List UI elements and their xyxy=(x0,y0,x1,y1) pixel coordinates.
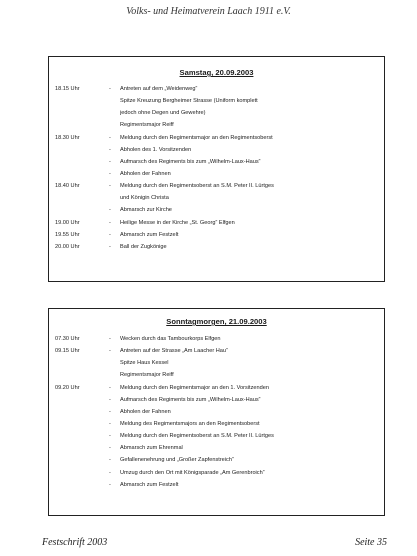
schedule-row xyxy=(55,382,380,394)
schedule-dash: - xyxy=(109,170,111,177)
schedule-row xyxy=(55,168,380,180)
schedule-text: Spitze Haus Kessel xyxy=(120,360,169,367)
schedule-text: Heilige Messe in der Kirche „St. Georg“ Elfgen xyxy=(120,219,235,226)
schedule-text: Abmarsch zum Festzelt xyxy=(120,481,179,488)
schedule-dash: - xyxy=(109,348,111,355)
section-title: Sonntagmorgen, 21.09.2003 xyxy=(166,317,267,326)
schedule-row xyxy=(55,369,380,381)
schedule-dash: - xyxy=(109,420,111,427)
schedule-row xyxy=(55,180,380,192)
schedule-row xyxy=(55,394,380,406)
schedule-text: Meldung durch den Regimentsmajor an den 1. Vorsitzenden xyxy=(120,384,269,391)
schedule-dash: - xyxy=(109,469,111,476)
schedule-text: Abmarsch zum Festzelt xyxy=(120,231,179,238)
schedule-text: Regimentsmajor Reiff xyxy=(120,122,174,129)
schedule-text: Abmarsch zur Kirche xyxy=(120,207,172,214)
schedule-text: Meldung durch den Regimentsoberst an S.M. Peter II. Lürtges xyxy=(120,433,274,440)
schedule-text: Meldung des Regimentsmajors an den Regimentsoberst xyxy=(120,420,260,427)
schedule-row xyxy=(55,132,380,144)
schedule-row xyxy=(55,357,380,369)
schedule-row xyxy=(55,479,380,491)
schedule-row xyxy=(55,107,380,119)
schedule-text: Aufmarsch des Regiments bis zum „Wilhelm-Laux-Haus“ xyxy=(120,158,261,165)
schedule-text: und Königin Christa xyxy=(120,195,169,202)
schedule-row xyxy=(55,119,380,131)
schedule-row xyxy=(55,418,380,430)
schedule-text: Abholen des 1. Vorsitzenden xyxy=(120,146,192,153)
schedule-time: 18.30 Uhr xyxy=(55,134,80,141)
schedule-row xyxy=(55,430,380,442)
schedule-time: 07.30 Uhr xyxy=(55,336,80,342)
schedule-text: Umzug durch den Ort mit Königsparade „Am Gerenbroich“ xyxy=(120,469,265,476)
schedule-dash: - xyxy=(109,481,111,488)
schedule-text: Ball der Zugkönige xyxy=(120,243,167,250)
schedule-row xyxy=(55,192,380,204)
schedule-text: Antreten auf der Strasse „Am Laacher Hau“ xyxy=(120,348,228,355)
schedule-dash: - xyxy=(109,86,111,92)
schedule-row xyxy=(55,156,380,168)
schedule-box-sunday xyxy=(48,308,385,516)
section-title: Samstag, 20.09.2003 xyxy=(179,68,254,77)
schedule-rows xyxy=(55,83,380,253)
schedule-dash: - xyxy=(109,408,111,415)
page-header: Volks- und Heimatverein Laach 1911 e.V. xyxy=(126,6,291,17)
schedule-time: 19.55 Uhr xyxy=(55,231,80,238)
schedule-row xyxy=(55,467,380,479)
schedule-text: Meldung durch den Regimentsoberst an S.M. Peter II. Lürtges xyxy=(120,183,274,190)
schedule-text: Meldung durch den Regimentsmajor an den Regimentsoberst xyxy=(120,134,273,141)
schedule-dash: - xyxy=(109,146,111,153)
schedule-text: Regimentsmajor Reiff xyxy=(120,372,174,379)
schedule-row xyxy=(55,345,380,357)
schedule-text: Abholen der Fahnen xyxy=(120,170,171,177)
schedule-text: Gefallenenehrung und „Großer Zapfenstreich“ xyxy=(120,457,234,464)
schedule-row xyxy=(55,144,380,156)
schedule-row xyxy=(55,406,380,418)
schedule-dash: - xyxy=(109,243,111,250)
schedule-row xyxy=(55,217,380,229)
schedule-text: Spitze Kreuzung Bergheimer Strasse (Uniform komplett xyxy=(120,98,258,105)
schedule-time: 20.00 Uhr xyxy=(55,243,80,250)
schedule-dash: - xyxy=(109,433,111,440)
schedule-row xyxy=(55,241,380,253)
schedule-time: 19.00 Uhr xyxy=(55,219,80,226)
footer-page-number: Seite 35 xyxy=(355,537,387,548)
schedule-row xyxy=(55,442,380,454)
schedule-time: 09.20 Uhr xyxy=(55,384,80,391)
schedule-time: 18.40 Uhr xyxy=(55,183,80,190)
schedule-box-saturday xyxy=(48,56,385,282)
schedule-text: Antreten auf dem „Weidenweg“ xyxy=(120,86,198,92)
schedule-dash: - xyxy=(109,183,111,190)
schedule-time: 09.15 Uhr xyxy=(55,348,80,355)
schedule-row xyxy=(55,83,380,95)
footer-publication: Festschrift 2003 xyxy=(42,537,108,548)
schedule-time: 18.15 Uhr xyxy=(55,86,80,92)
schedule-text: Aufmarsch des Regiments bis zum „Wilhelm-Laux-Haus“ xyxy=(120,396,261,403)
schedule-text: Abholen der Fahnen xyxy=(120,408,171,415)
schedule-dash: - xyxy=(109,219,111,226)
schedule-dash: - xyxy=(109,207,111,214)
schedule-rows xyxy=(55,333,380,491)
schedule-dash: - xyxy=(109,231,111,238)
schedule-row xyxy=(55,204,380,216)
schedule-dash: - xyxy=(109,396,111,403)
schedule-row xyxy=(55,95,380,107)
schedule-dash: - xyxy=(109,445,111,452)
schedule-dash: - xyxy=(109,384,111,391)
schedule-dash: - xyxy=(109,457,111,464)
schedule-dash: - xyxy=(109,158,111,165)
schedule-text: Abmarsch zum Ehrenmal xyxy=(120,445,183,452)
schedule-row xyxy=(55,333,380,345)
schedule-dash: - xyxy=(109,134,111,141)
schedule-dash: - xyxy=(109,336,111,342)
schedule-text: Wecken durch das Tambourkorps Elfgen xyxy=(120,336,221,342)
schedule-row xyxy=(55,454,380,466)
schedule-text: jedoch ohne Degen und Gewehre) xyxy=(120,110,206,117)
schedule-row xyxy=(55,229,380,241)
